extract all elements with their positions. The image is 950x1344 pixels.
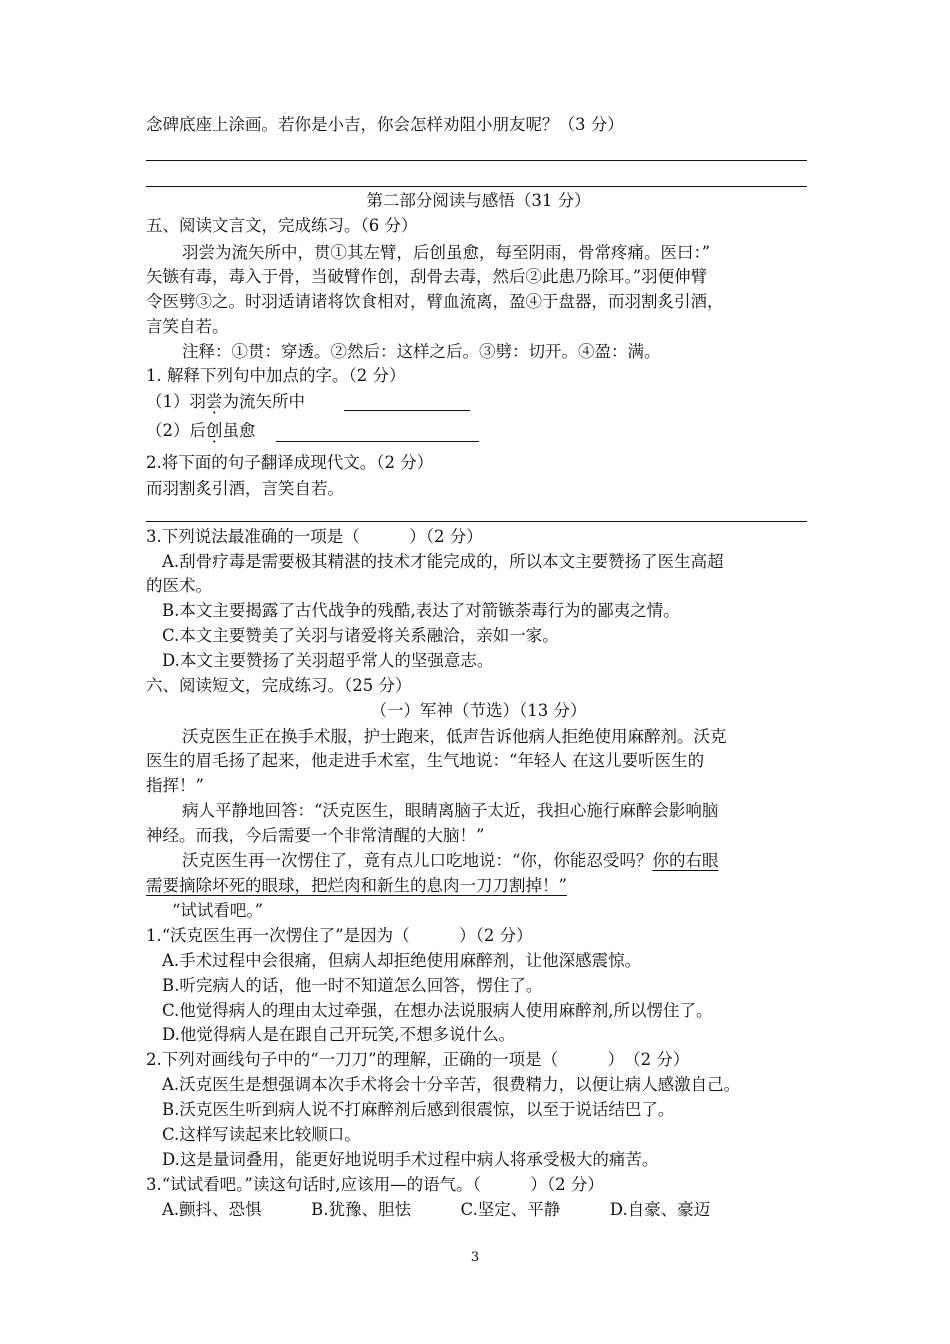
answer-line <box>146 186 807 187</box>
options-row: A.颤抖、恐惧 B.犹豫、胆怯 C.坚定、平静 D.自豪、豪迈 <box>162 1200 711 1219</box>
option-a: A.刮骨疗毒是需要极其精湛的技术才能完成的，所以本文主要赞扬了医生高超 <box>162 552 724 571</box>
passage-line: 指挥！” <box>146 776 204 795</box>
passage-line <box>182 850 811 872</box>
passage-line: 沃克医生正在换手术服，护士跑来，低声告诉他病人拒绝使用麻醉剂。沃克 <box>182 727 727 746</box>
dotted-character: 创 <box>206 421 223 440</box>
option-d: D.本文主要赞扬了关羽超乎常人的坚强意志。 <box>162 651 494 670</box>
option-b: B.本文主要揭露了古代战争的残酷,表达了对箭镞荼毒行为的鄙夷之情。 <box>162 601 680 620</box>
page-number: 3 <box>470 1250 480 1265</box>
option-c: C.他觉得病人的理由太过牵强，在想办法说服病人使用麻醉剂,所以愣住了。 <box>162 1001 713 1020</box>
option-a: A.手术过程中会很痛，但病人却拒绝使用麻醉剂，让他深感震惊。 <box>162 951 642 970</box>
question-text: 2.将下面的句子翻译成现代文。（2 分） <box>146 453 434 472</box>
sub-question <box>146 420 811 442</box>
answer-blank[interactable] <box>344 410 470 411</box>
question-text: 2.下列对画线句子中的“一刀刀”的理解，正确的一项是（ ） （2 分） <box>146 1050 690 1069</box>
sub-question-suffix: 虽愈 <box>222 421 256 440</box>
underlined-sentence: 需要摘除坏死的眼球，把烂肉和新生的息肉一刀刀割掉！” <box>146 876 567 895</box>
option-b: B.听完病人的话，他一时不知道怎么回答，愣住了。 <box>162 976 543 995</box>
passage-line: “试试看吧。” <box>172 901 264 920</box>
passage-line: 神经。而我，今后需要一个非常清醒的大脑！” <box>146 826 485 845</box>
question-text: 1.“沃克医生再一次愣住了”是因为（ ）（2 分） <box>146 926 533 945</box>
option-b: B.沃克医生听到病人说不打麻醉剂后感到很震惊，以至于说话结巴了。 <box>162 1100 675 1119</box>
underlined-sentence: 你的右眼 <box>652 851 719 870</box>
option-a-cont: 的医术。 <box>146 576 212 595</box>
option-c: C.本文主要赞美了关羽与诸爱将关系融洽，亲如一家。 <box>162 626 559 645</box>
passage-line: 言笑自若。 <box>146 317 229 336</box>
annotation-line: 注释：①贯：穿透。②然后：这样之后。③劈：切开。④盈：满。 <box>182 342 661 361</box>
answer-line <box>146 160 807 161</box>
translation-sentence: 而羽割炙引酒，言笑自若。 <box>146 479 344 498</box>
answer-blank[interactable] <box>276 441 479 442</box>
sub-question-suffix: 为流矢所中 <box>222 392 305 411</box>
option-a: A.沃克医生是想强调本次手术将会十分辛苦，很费精力，以便让病人感激自己。 <box>162 1075 741 1094</box>
question-text: 3.“试试看吧。”读这句话时,应该用—的语气。（ ）（2 分） <box>146 1175 604 1194</box>
passage-line: 医生的眉毛扬了起来，他走进手术室，生气地说：“年轻人 在这儿要听医生的 <box>146 751 705 770</box>
answer-line <box>146 521 807 522</box>
option-c: C.这样写读起来比较顺口。 <box>162 1125 361 1144</box>
passage-line: 病人平静地回答：“沃克医生，眼睛离脑子太近，我担心施行麻醉会影响脑 <box>182 801 719 820</box>
passage-line: 羽尝为流矢所中，贯①其左臂，后创虽愈，每至阴雨，骨常疼痛。医曰：” <box>182 243 711 262</box>
passage-line: 矢镞有毒，毒入于骨，当破臂作创，刮骨去毒，然后②此患乃除耳。”羽便伸臂 <box>146 267 708 286</box>
passage-line: 令医劈③之。时羽适请诸将饮食相对，臂血流离，盈④于盘器，而羽割炙引酒， <box>146 292 724 311</box>
question-text: 1. 解释下列句中加点的字。（2 分） <box>146 366 406 385</box>
passage-text: 沃克医生再一次愣住了，竟有点儿口吃地说：“你，你能忍受吗？ <box>182 851 653 870</box>
option-d: D.这是量词叠用，能更好地说明手术过程中病人将承受极大的痛苦。 <box>162 1150 659 1169</box>
question-text: 3.下列说法最准确的一项是（ ）（2 分） <box>146 527 483 546</box>
passage-title: （一）军神（节选）（13 分） <box>370 701 587 720</box>
question-text: 念碑底座上涂画。若你是小吉，你会怎样劝阻小朋友呢？（3 分） <box>146 115 624 134</box>
section-title: 第二部分阅读与感悟（31 分） <box>366 191 591 210</box>
dotted-character: 尝 <box>206 392 223 411</box>
question-heading: 六、阅读短文，完成练习。（25 分） <box>146 676 412 695</box>
sub-question-prefix: （2）后 <box>146 421 206 440</box>
sub-question <box>146 391 811 413</box>
option-d: D.他觉得病人是在跟自己开玩笑,不想多说什么。 <box>162 1025 516 1044</box>
question-heading: 五、阅读文言文，完成练习。（6 分） <box>146 216 418 235</box>
sub-question-prefix: （1）羽 <box>146 392 206 411</box>
